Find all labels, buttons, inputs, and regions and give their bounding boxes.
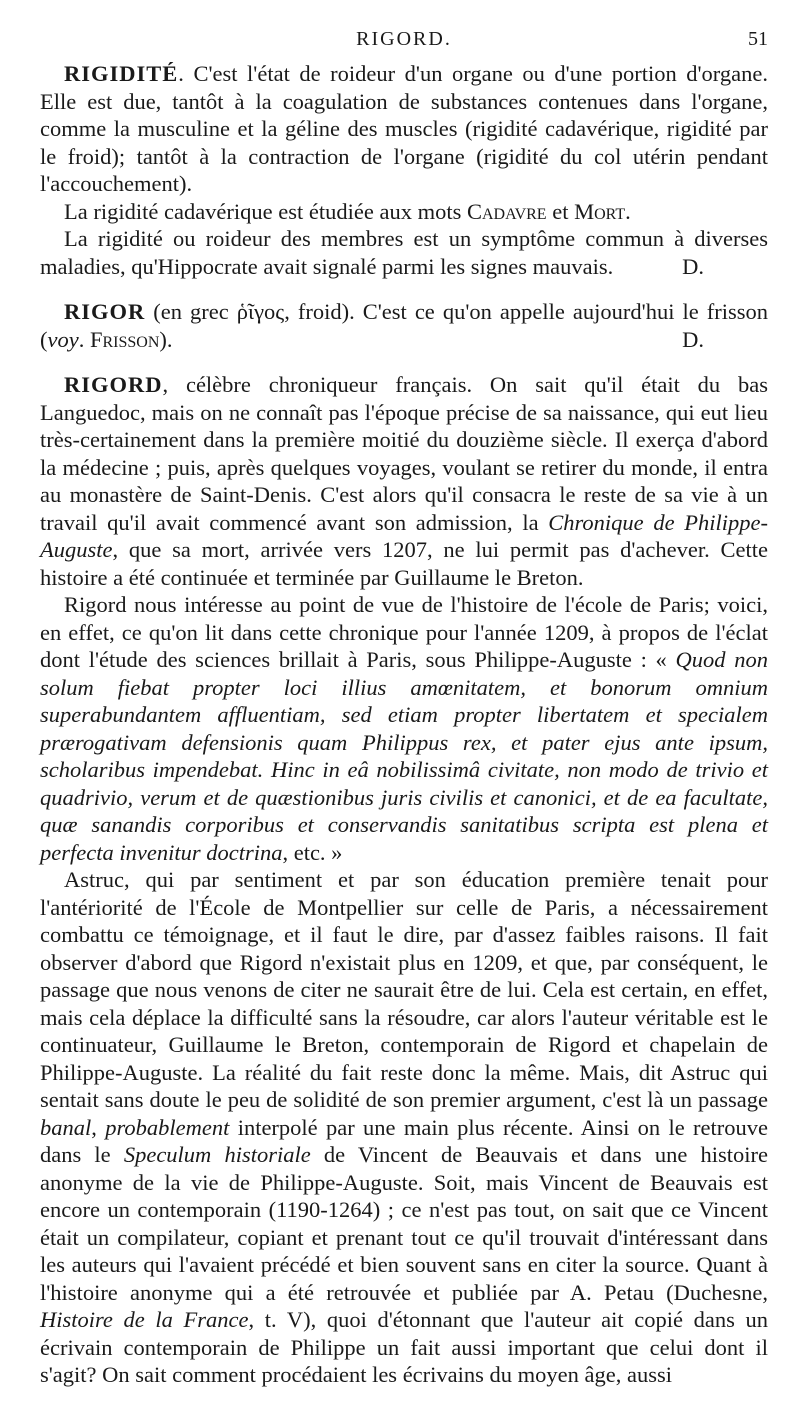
title-histoire-france: Histoire de la France (40, 1307, 249, 1332)
entry-rigord (40, 371, 768, 1389)
cross-ref-cadavre: Cadavre (466, 198, 547, 224)
page-number: 51 (748, 28, 768, 50)
headword-rigord: RIGORD (64, 372, 163, 397)
rigidite-text-2b: et (546, 198, 575, 224)
rigord-text-1a: , célèbre chroniqueur français. On sait qu'il était du bas Languedoc, mais on ne connaît pas l'époque précise de sa naissance, qui eut lieu très-certainement dans la première moitié du douzième siècle. Il exerça d'abord la médecine ; puis, après quelques voyages, voulant se retirer du monde, il entra au monastère de Saint-Denis. C'est alors qu'il consacra le reste de sa vie à un travail qu'il avait commencé avant son admission, la (40, 372, 768, 535)
rigor-voy-after: . (78, 326, 90, 352)
body-text (40, 60, 768, 1389)
rigord-text-3a: Astruc, qui par sentiment et par son éducation première tenait pour l'antériorité de l'École de Montpellier sur celle de Paris, a nécessairement combattu ce témoignage, et il faut le dire, par d'assez faibles raisons. Il fait observer d'abord que Rigord n'existait plus en 1209, et que, par conséquent, le passage que nous venons de citer ne saurait être de lui. Cela est certain, en effet, mais cela déplace la difficulté sans la résoudre, car alors l'auteur véritable est le continuateur, Guillaume le Breton, contemporain de Rigord et chapelain de Philippe-Auguste. La réalité du fait reste donc la même. Mais, dit Astruc qui sentait sans doute le peu de solidité de son premier argument, c'est là un passage (40, 867, 768, 1112)
page (40, 0, 768, 1401)
rigord-paragraph-3 (40, 866, 768, 1389)
rigord-text-2b: , etc. » (282, 839, 343, 865)
rigor-voy: voy (47, 326, 79, 352)
latin-quotation: Quod non solum fiebat propter loci illius amœnitatem, et bonorum omnium superabundantem affluentiam, sed etiam propter libertatem et specialem prærogativam defensionis quam Philippus rex, et pater ejus ante ipsum, scholaribus impendebat. Hinc in eâ nobilissimâ civitate, non modo de trivio et quadrivio, verum et de quæstionibus juris civilis et canonici, et de ea facultate, quæ sanandis corporibus et conservandis sanitatibus scripta est plena et perfecta invenitur doctrina (40, 647, 769, 865)
running-title: RIGORD. (356, 28, 452, 50)
rigor-after: ). (159, 326, 173, 352)
title-speculum: Speculum historiale (123, 1142, 311, 1167)
rigidite-paragraph-2 (40, 198, 768, 226)
headword-rigor: RIGOR (64, 299, 146, 324)
rigidite-text-3: La rigidité ou roideur des membres est un symptôme commun à diverses maladies, qu'Hippocrate avait signalé parmi les signes mauvais. (40, 226, 768, 279)
entry-rigor (40, 298, 768, 353)
rigord-paragraph-1 (40, 371, 768, 591)
rigidite-text-2a: La rigidité cadavérique est étudiée aux mots (64, 198, 467, 224)
entry-rigidite (40, 60, 768, 280)
rigord-text-1b: , que sa mort, arrivée vers 1207, ne lui permit pas d'achever. Cette histoire a été continuée et terminée par Guillaume le Breton. (40, 537, 768, 590)
title-chronique: Chronique de Philippe-Auguste (40, 509, 768, 562)
rigor-text: (en grec ῥῖγος, froid). C'est ce qu'on appelle aujourd'hui le frisson ( (40, 299, 768, 352)
rigidite-paragraph-1 (40, 60, 768, 198)
rigidite-text-1: . C'est l'état de roideur d'un organe ou d'une portion d'organe. Elle est due, tantôt à la coagulation de substances contenues dans l'organe, comme la musculine et la géline des muscles (rigidité cadavérique, rigidité par le froid); tantôt à la contraction de l'organe (rigidité du col utérin pendant l'accouchement). (40, 61, 768, 196)
headword-rigidite: RIGIDITÉ (64, 61, 179, 86)
rigor-paragraph (40, 298, 768, 353)
rigord-text-2a: Rigord nous intéresse au point de vue de l'histoire de l'école de Paris; voici, en effet, ce qu'on lit dans cette chronique pour l'année 1209, à propos de l'éclat dont l'étude des sciences brillait à Paris, sous Philippe-Auguste : « (40, 592, 768, 672)
signature-rigidite: D. (682, 253, 704, 279)
running-head (40, 26, 768, 56)
rigord-paragraph-2 (40, 591, 768, 866)
rigord-text-3c: de Vincent de Beauvais et dans une histoire anonyme de la vie de Philippe-Auguste. Soit, mais Vincent de Beauvais est encore un contemporain (1190-1264) ; ce n'est pas tout, on sait que ce Vincent était un compilateur, copiant et prenant tout ce qu'il trouvait d'intéressant dans les auteurs qui l'avaient précédé et bien souvent sans en citer la source. Quant à l'histoire anonyme qui a été retrouvée et publiée par A. Petau (Duchesne, (40, 1142, 768, 1305)
word-banal: banal (40, 1114, 92, 1140)
rigidite-paragraph-3 (40, 225, 768, 280)
cross-ref-frisson: Frisson (89, 326, 160, 352)
rigord-text-3b: interpolé par une main plus récente. Ainsi on le retrouve dans le (40, 1114, 769, 1167)
cross-ref-mort: Mort (574, 198, 626, 224)
rigord-comma: , (91, 1114, 106, 1140)
word-probablement: probablement (105, 1114, 230, 1140)
signature-rigor: D. (682, 326, 704, 352)
rigidite-text-2c: . (625, 198, 631, 224)
rigord-text-3d: , t. V), quoi d'étonnant que l'auteur ait copié dans un écrivain contemporain de Philippe un fait aussi important que celui dont il s'agit? On sait comment procédaient les écrivains du moyen âge, aussi (40, 1307, 768, 1387)
